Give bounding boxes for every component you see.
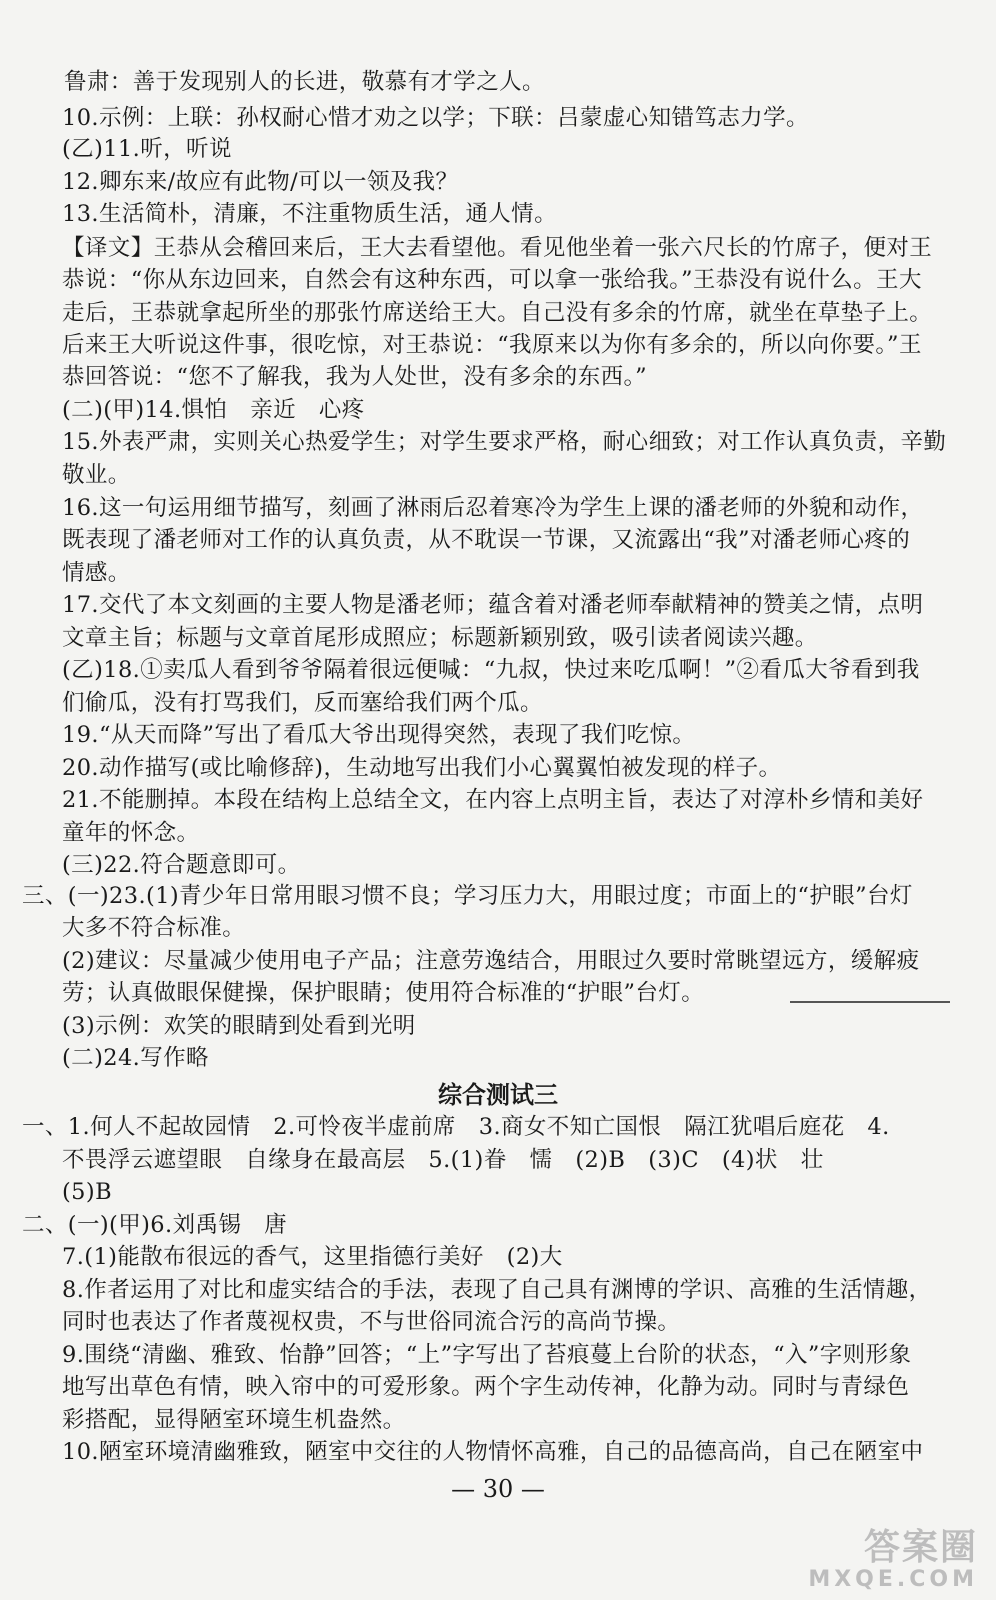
answer-line: 10.示例：上联：孙权耐心惜才劝之以学；下联：吕蒙虚心知错笃志力学。: [62, 105, 809, 131]
answer-line: 13.生活简朴，清廉，不注重物质生活，通人情。: [62, 201, 557, 227]
answer-line: 大多不符合标准。: [62, 915, 246, 941]
answer-line: 敬业。: [62, 462, 131, 488]
answer-line: 二、(一)(甲)6.刘禹锡 唐: [22, 1212, 288, 1238]
answer-line: 21.不能删掉。本段在结构上总结全文，在内容上点明主旨，表达了对淳朴乡情和美好: [62, 787, 924, 813]
answer-line: 文章主旨；标题与文章首尾形成照应；标题新颖别致，吸引读者阅读兴趣。: [62, 625, 818, 651]
answer-line: 同时也表达了作者蔑视权贵，不与世俗同流合污的高尚节操。: [62, 1309, 681, 1335]
answer-line: (2)建议：尽量减少使用电子产品；注意劳逸结合，用眼过久要时常眺望远方，缓解疲: [62, 948, 920, 974]
answer-line: 20.动作描写(或比喻修辞)，生动地写出我们小心翼翼怕被发现的样子。: [62, 755, 782, 781]
answer-line: 不畏浮云遮望眼 自缘身在最高层 5.(1)眷 懦 (2)B (3)C (4)状 壮: [62, 1147, 824, 1173]
answer-line: 7.(1)能散布很远的香气，这里指德行美好 (2)大: [62, 1244, 563, 1270]
translation-line: 【译文】王恭从会稽回来后，王大去看望他。看见他坐着一张六尺长的竹席子，便对王: [62, 235, 933, 261]
answer-line: 三、(一)23.(1)青少年日常用眼习惯不良；学习压力大，用眼过度；市面上的“护眼”台灯: [22, 883, 913, 909]
answer-line: 劳；认真做眼保健操，保护眼睛；使用符合标准的“护眼”台灯。: [62, 980, 705, 1006]
watermark-url: MXQE.COM: [808, 1567, 978, 1592]
watermark-logo: [778, 1528, 978, 1594]
answer-line: (三)22.符合题意即可。: [62, 852, 301, 878]
answer-line: (二)(甲)14.惧怕 亲近 心疼: [62, 397, 365, 423]
answer-line: (5)B: [62, 1179, 113, 1205]
answer-line: 们偷瓜，没有打骂我们，反而塞给我们两个瓜。: [62, 690, 543, 716]
answer-line: (乙)11.听，听说: [62, 136, 232, 162]
answer-line: 19.“从天而降”写出了看瓜大爷出现得突然，表现了我们吃惊。: [62, 722, 696, 748]
translation-line: 走后，王恭就拿起所坐的那张竹席送给王大。自己没有多余的竹席，就坐在草垫子上。: [62, 300, 933, 326]
answer-line: 一、1.何人不起故园情 2.可怜夜半虚前席 3.商女不知亡国恨 隔江犹唱后庭花 4.: [22, 1114, 890, 1140]
answer-line: 9.围绕“清幽、雅致、怡静”回答；“上”字写出了苔痕蔓上台阶的状态，“入”字则形象: [62, 1342, 912, 1368]
answer-line: 既表现了潘老师对工作的认真负责，从不耽误一节课，又流露出“我”对潘老师心疼的: [62, 527, 911, 553]
answer-line: (乙)18.①卖瓜人看到爷爷隔着很远便喊：“九叔，快过来吃瓜啊！”②看瓜大爷看到我: [62, 657, 920, 683]
answer-line: 鲁肃：善于发现别人的长进，敬慕有才学之人。: [64, 69, 545, 95]
answer-line: 12.卿东来/故应有此物/可以一领及我？: [62, 169, 459, 195]
translation-line: 恭说：“你从东边回来，自然会有这种东西，可以拿一张给我。”王恭没有说什么。王大: [62, 267, 922, 293]
section-title: 综合测试三: [438, 1081, 558, 1109]
page-number: — 30 —: [451, 1475, 545, 1503]
answer-line: 情感。: [62, 560, 131, 586]
divider-rule: [790, 1001, 950, 1003]
answer-line: 地写出草色有情，映入帘中的可爱形象。两个字生动传神，化静为动。同时与青绿色: [62, 1374, 910, 1400]
answer-line: 15.外表严肃，实则关心热爱学生；对学生要求严格，耐心细致；对工作认真负责，辛勤: [62, 429, 947, 455]
translation-line: 恭回答说：“您不了解我，我为人处世，没有多余的东西。”: [62, 364, 648, 390]
answer-line: 17.交代了本文刻画的主要人物是潘老师；蕴含着对潘老师奉献精神的赞美之情，点明: [62, 592, 924, 618]
watermark-text: 答案圈: [863, 1527, 978, 1568]
answer-line: (二)24.写作略: [62, 1045, 209, 1071]
answer-line: 10.陋室环境清幽雅致，陋室中交往的人物情怀高雅，自己的品德高尚，自己在陋室中: [62, 1439, 924, 1465]
answer-line: 16.这一句运用细节描写，刻画了淋雨后忍着寒冷为学生上课的潘老师的外貌和动作，: [62, 495, 924, 521]
answer-line: 8.作者运用了对比和虚实结合的手法，表现了自己具有渊博的学识、高雅的生活情趣，: [62, 1277, 932, 1303]
translation-line: 后来王大听说这件事，很吃惊，对王恭说：“我原来以为你有多余的，所以向你要。”王: [62, 332, 922, 358]
answer-line: 彩搭配，显得陋室环境生机盎然。: [62, 1407, 406, 1433]
answer-line: 童年的怀念。: [62, 820, 200, 846]
answer-line: (3)示例：欢笑的眼睛到处看到光明: [62, 1013, 416, 1039]
